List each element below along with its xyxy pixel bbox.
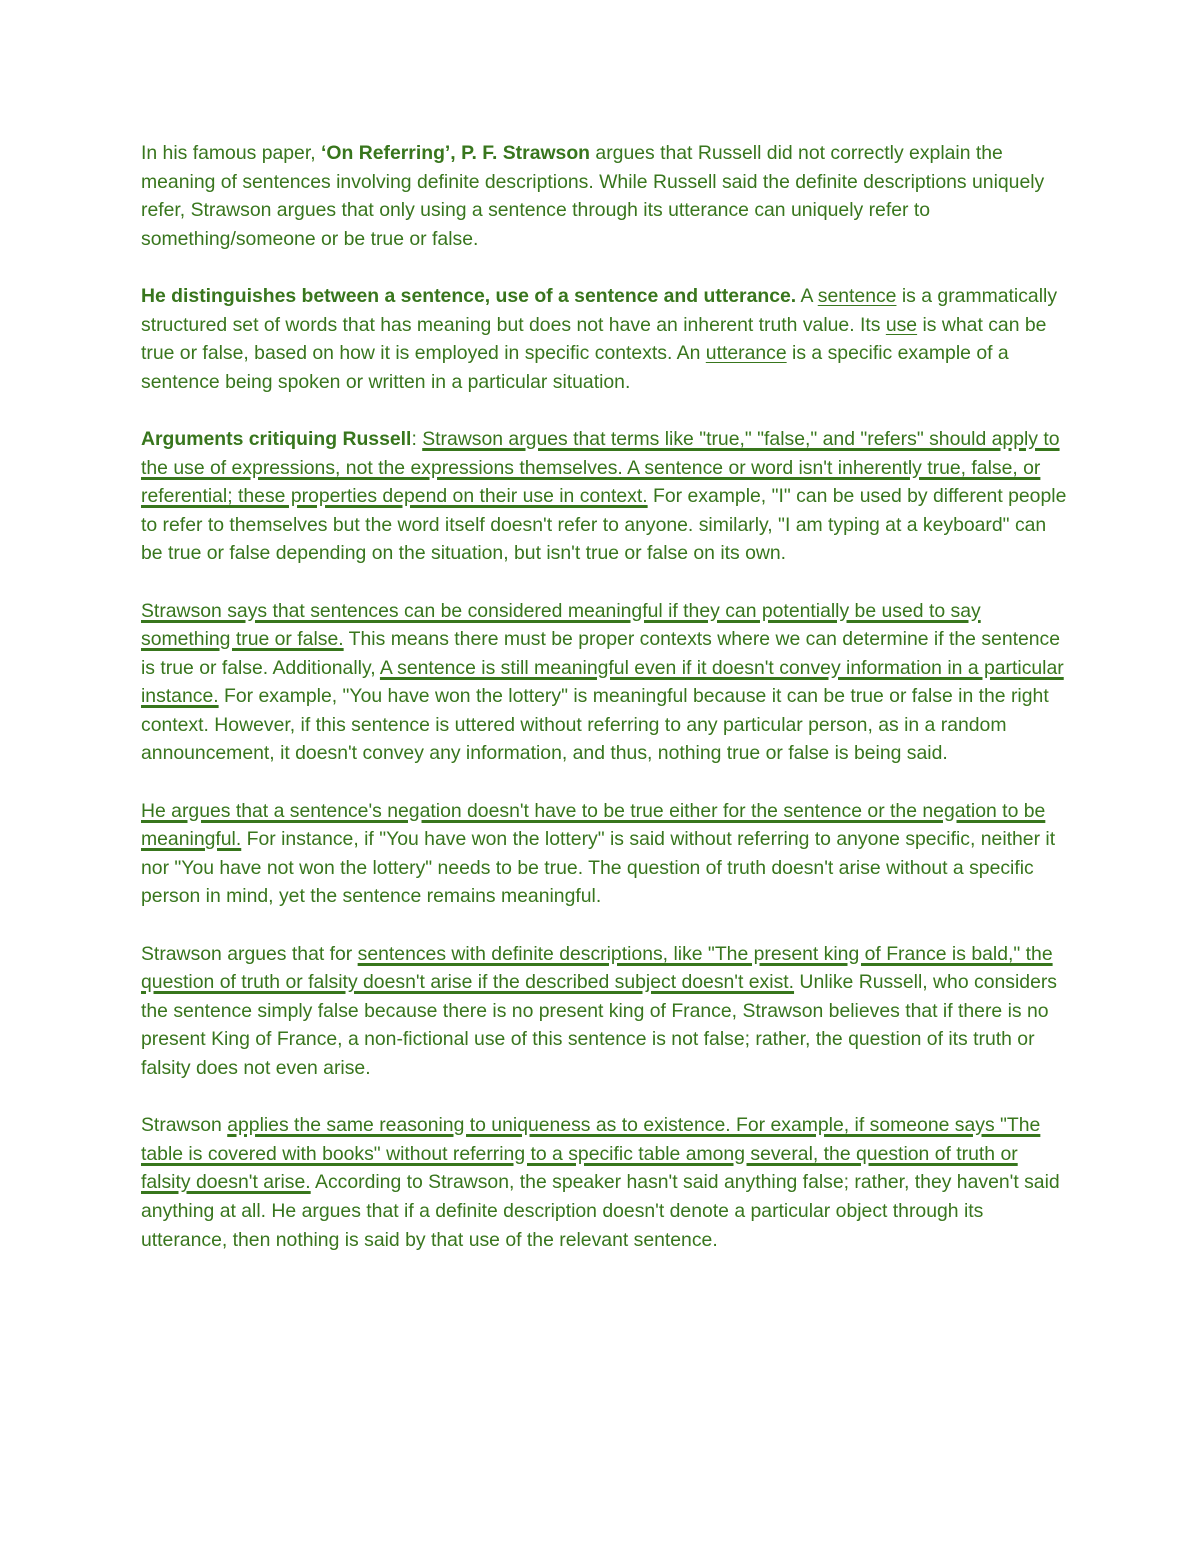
text-run: In his famous paper, <box>141 142 322 164</box>
text-run: : <box>411 427 423 450</box>
text-run: For example, "You have won the lottery" is meaningful because it can be true or false in the right context. However, if this sentence is uttered without referring to any particular person, as in a random announcement, it doesn't convey any information, and thus, nothing true or false is being said. <box>141 685 1049 765</box>
text-run: A <box>796 284 818 307</box>
term-use: use <box>885 313 918 336</box>
text-run: This means there must be proper contexts where we can determine if the sentence is true or false. Additionally, <box>141 628 1061 679</box>
paragraph-distinctions <box>141 282 1071 396</box>
paper-title: ‘On Referring’, P. F. Strawson <box>321 142 591 164</box>
paragraph-definite-descriptions <box>141 940 1071 1083</box>
text-run: For example, "I" can be used by different people to refer to themselves but the word itself doesn't refer to anyone. similarly, "I am typing at a keyboard" can be true or false depending on the situation, but isn't true or false on its own. <box>141 485 1067 565</box>
term-utterance: utterance <box>705 342 787 365</box>
text-run: Unlike Russell, who considers the sentence simply false because there is no present king of France, Strawson believes that if there is no present King of France, a non-fictional use of this sentence is not false; rather, the question of its truth or falsity does not even arise. <box>141 971 1058 1079</box>
paragraph-uniqueness <box>141 1111 1071 1254</box>
paragraph-negation <box>141 797 1071 911</box>
underlined-passage: A sentence is still meaningful even if it doesn't convey information in a particular instance. <box>141 656 1064 708</box>
section-heading: He distinguishes between a sentence, use of a sentence and utterance. <box>141 284 797 307</box>
term-sentence: sentence <box>817 284 897 307</box>
text-run: Strawson <box>141 1114 228 1137</box>
text-run: is a grammatically structured set of words that has meaning but does not have an inherent truth value. Its <box>141 284 1058 336</box>
paragraph-intro <box>141 139 1071 253</box>
underlined-passage: He argues that a sentence's negation doesn't have to be true either for the sentence or the negation to be meaningful. <box>141 799 1046 851</box>
text-run: For instance, if "You have won the lottery" is said without referring to anyone specific, neither it nor "You have not won the lottery" needs to be true. The question of truth doesn't arise without a specific person in mind, yet the sentence remains meaningful. <box>141 828 1056 908</box>
paragraph-arguments <box>141 425 1071 568</box>
underlined-passage: Strawson says that sentences can be considered meaningful if they can potentially be used to say something true or false. <box>141 599 981 651</box>
text-run: is a specific example of a sentence being spoken or written in a particular situation. <box>141 342 1009 393</box>
underlined-passage: Strawson argues that terms like "true," "false," and "refers" should apply to the use of expressions, not the expressions themselves. A sentence or word isn't inherently true, false, or referential; these properties depend on their use in context. <box>141 427 1060 508</box>
document-body <box>141 139 1071 1254</box>
text-run: Strawson argues that for <box>141 942 358 965</box>
underlined-passage: sentences with definite descriptions, like "The present king of France is bald," the question of truth or falsity doesn't arise if the described subject doesn't exist. <box>141 942 1053 994</box>
paragraph-meaningful <box>141 597 1071 769</box>
underlined-passage: applies the same reasoning to uniqueness as to existence. For example, if someone says "The table is covered with books" without referring to a specific table among several, the question of truth or falsity doesn't arise. <box>141 1114 1041 1194</box>
text-run: According to Strawson, the speaker hasn't said anything false; rather, they haven't said anything at all. He argues that if a definite description doesn't denote a particular object through its utterance, then nothing is said by that use of the relevant sentence. <box>141 1171 1060 1251</box>
text-run: is what can be true or false, based on how it is employed in specific contexts. An <box>141 313 1047 365</box>
section-heading: Arguments critiquing Russell <box>141 427 412 450</box>
text-run: argues that Russell did not correctly explain the meaning of sentences involving definite descriptions. While Russell said the definite descriptions uniquely refer, Strawson argues that only using a sentence through its utterance can uniquely refer to something/someone or be true or false. <box>141 142 1045 250</box>
